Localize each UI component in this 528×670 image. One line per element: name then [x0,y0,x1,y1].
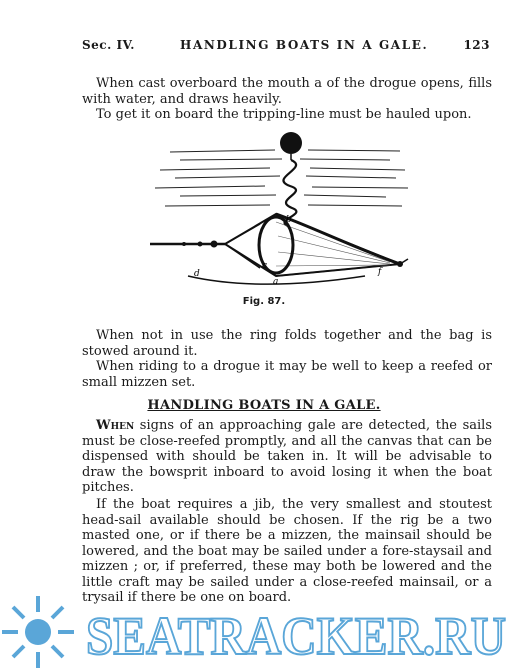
water-surface-lines [155,150,408,206]
float-buoy-icon [280,132,302,154]
sun-logo-icon [2,596,74,668]
section-label: Sec. IV. [82,38,135,52]
paragraph-ring-folds: When not in use the ring folds together and the bag is stowed around it. [82,328,492,359]
running-title: HANDLING BOATS IN A GALE. [180,38,429,52]
paragraph-riding-drogue: When riding to a drogue it may be well to keep a reefed or small mizzen set. [82,359,492,390]
label-c: c [262,261,268,271]
paragraph-gale-signs: When signs of an approaching gale are detected, the sails must be close-reefed promptly, and all the canvas that can be dispensed with should be taken in. It will be advisable to draw the bowsprit inboard to avoid losing it when the boat pitches. [82,418,492,495]
paragraph-tripping-line: To get it on board the tripping-line must be hauled upon. [96,107,472,122]
label-f: f [378,267,382,277]
drogue-figure [150,126,410,292]
paragraph-jib-sail: If the boat requires a jib, the very smallest and stoutest head-sail available should be chosen. If the rig be a two masted one, or if there be a mizzen, the mainsail should be lowered, and the boat may be sailed under a fore-staysail and mizzen ; or, if preferred, these may both be lowered and the little craft may be sailed under a close-reefed mainsail, or a trysail if there be one on board. [82,497,492,605]
page-number: 123 [463,38,490,52]
watermark-text: SEATRACKER.RU [86,606,506,666]
paragraph-drogue-opens: When cast overboard the mouth a of the drogue opens, fills with water, and draws heavily. [82,76,492,107]
figure-caption: Fig. 87. [242,296,286,307]
section-heading: HANDLING BOATS IN A GALE. [147,398,381,413]
label-a: a [273,277,279,287]
label-b: b [286,215,292,225]
running-header [82,38,490,56]
label-d: d [194,269,200,279]
seatracker-watermark [0,588,528,670]
